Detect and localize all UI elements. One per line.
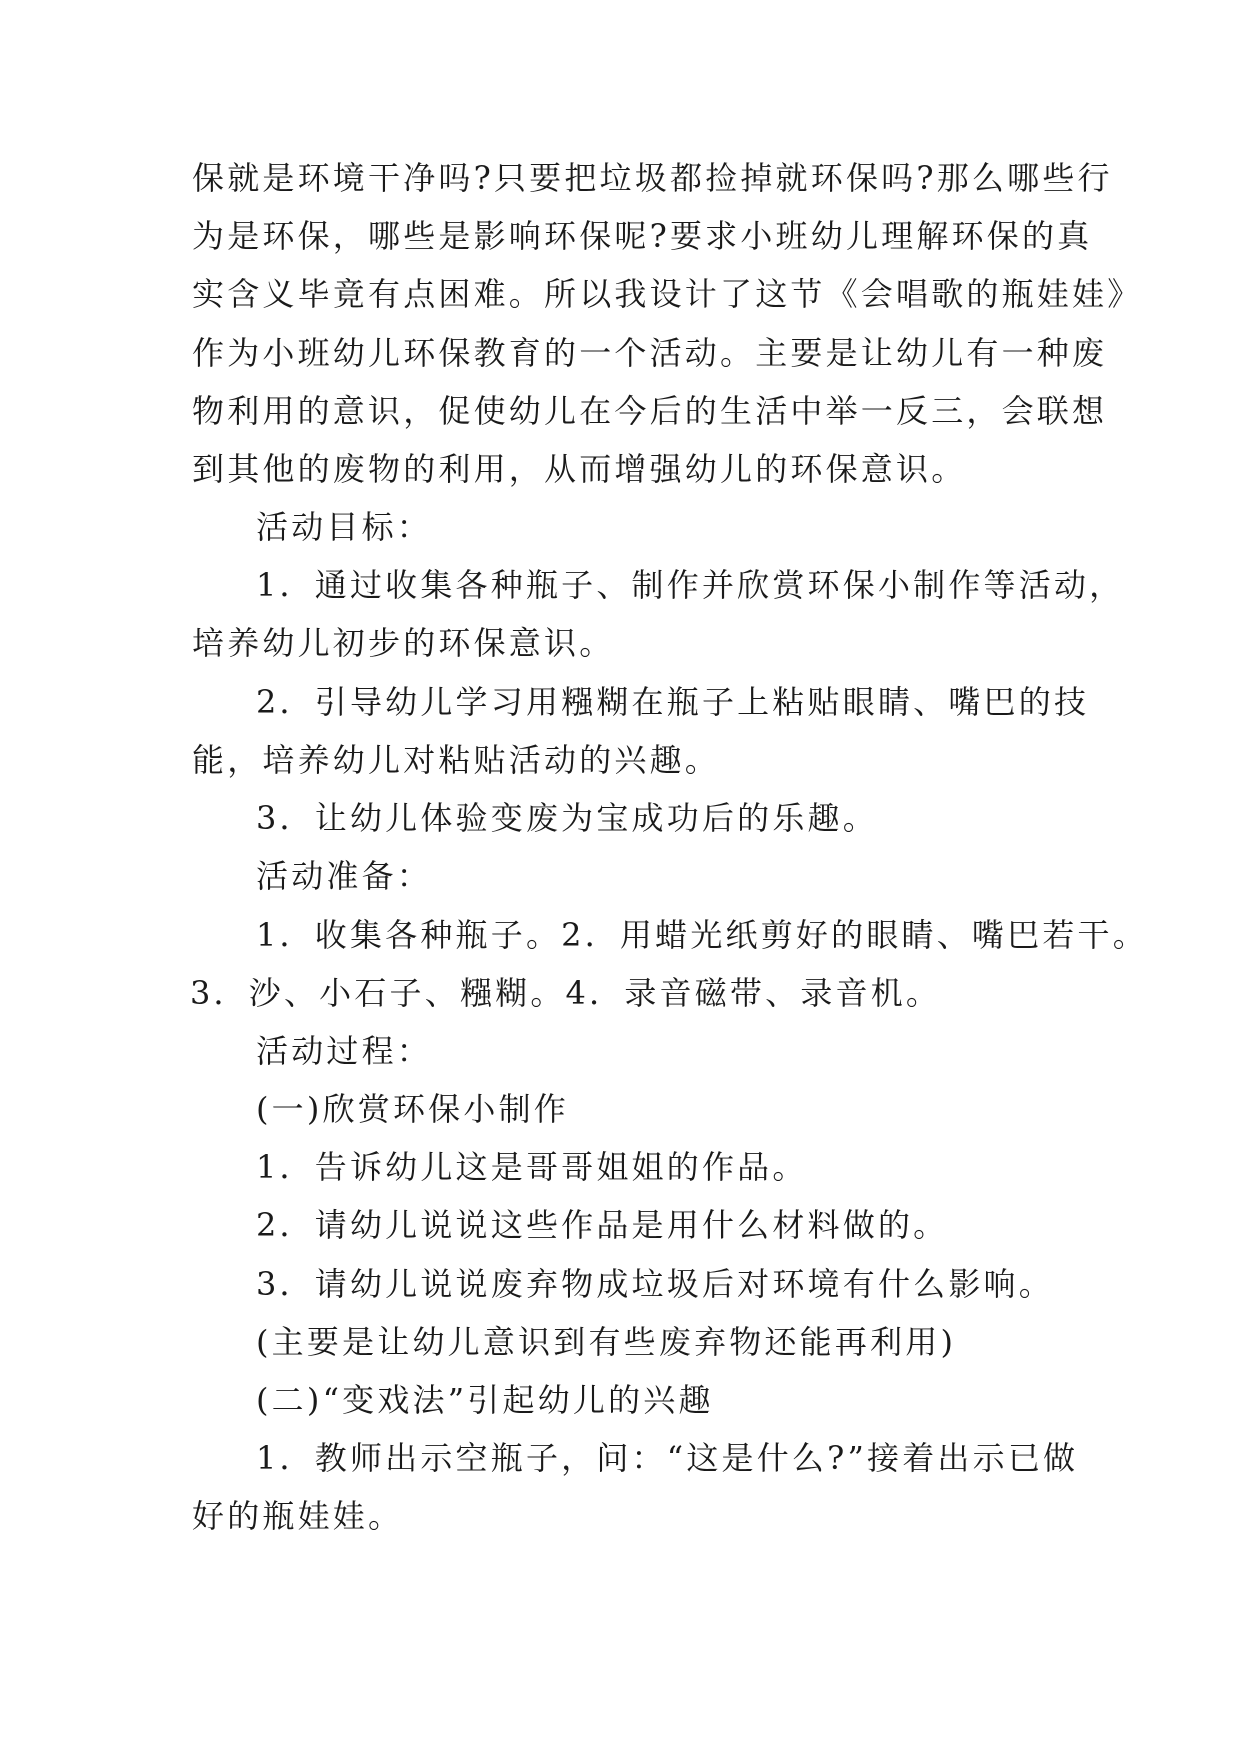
text-line: 好的瓶娃娃。 (192, 1497, 404, 1535)
text-line: 2．引导幼儿学习用糨糊在瓶子上粘贴眼睛、嘴巴的技 (256, 683, 1090, 721)
text-line: (主要是让幼儿意识到有些废弃物还能再利用) (256, 1323, 957, 1361)
text-line: 为是环保，哪些是影响环保呢?要求小班幼儿理解环保的真 (192, 217, 1093, 255)
subsection-heading: (二)“变戏法”引起幼儿的兴趣 (256, 1381, 714, 1419)
text-line: 能，培养幼儿对粘贴活动的兴趣。 (192, 741, 721, 779)
text-line: 物利用的意识，促使幼儿在今后的生活中举一反三，会联想 (192, 392, 1108, 430)
text-line: 培养幼儿初步的环保意识。 (192, 624, 615, 662)
text-line: 实含义毕竟有点困难。所以我设计了这节《会唱歌的瓶娃娃》 (192, 275, 1143, 313)
text-line: 到其他的废物的利用，从而增强幼儿的环保意识。 (192, 450, 967, 488)
subsection-heading: (一)欣赏环保小制作 (256, 1090, 569, 1128)
text-line: 1．通过收集各种瓶子、制作并欣赏环保小制作等活动， (256, 566, 1125, 604)
text-line: 2．请幼儿说说这些作品是用什么材料做的。 (256, 1206, 949, 1244)
text-line: 1．教师出示空瓶子，问：“这是什么?”接着出示已做 (256, 1439, 1079, 1477)
text-line: 3．沙、小石子、糨糊。4．录音磁带、录音机。 (190, 974, 942, 1012)
text-line: 保就是环境干净吗?只要把垃圾都捡掉就环保吗?那么哪些行 (192, 159, 1113, 197)
text-line: 1．告诉幼儿这是哥哥姐姐的作品。 (256, 1148, 808, 1186)
text-line: 1．收集各种瓶子。2．用蜡光纸剪好的眼睛、嘴巴若干。 (256, 916, 1148, 954)
text-line: 作为小班幼儿环保教育的一个活动。主要是让幼儿有一种废 (192, 334, 1108, 372)
section-heading: 活动过程： (256, 1032, 433, 1070)
section-heading: 活动目标： (256, 508, 433, 546)
section-heading: 活动准备： (256, 857, 433, 895)
text-line: 3．让幼儿体验变废为宝成功后的乐趣。 (256, 799, 878, 837)
text-line: 3．请幼儿说说废弃物成垃圾后对环境有什么影响。 (256, 1265, 1054, 1303)
